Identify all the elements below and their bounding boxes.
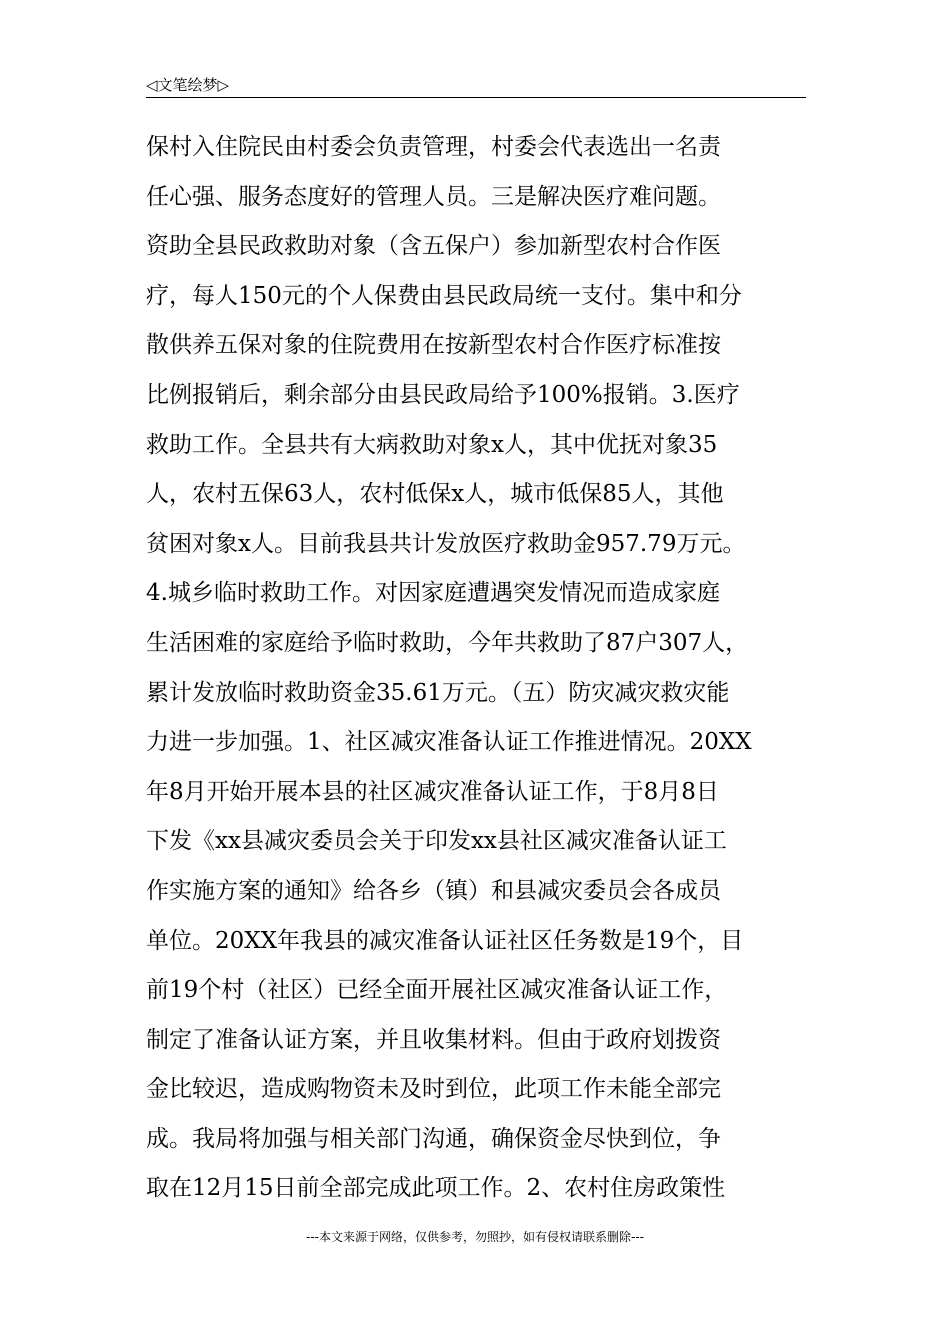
text-line: 散供养五保对象的住院费用在按新型农村合作医疗标准按 — [146, 332, 721, 359]
text-line: 累计发放临时救助资金35.61万元。（五）防灾减灾救灾能 — [146, 679, 730, 706]
text-line: 制定了准备认证方案，并且收集材料。但由于政府划拨资 — [146, 1026, 721, 1053]
text-line: 资助全县民政救助对象（含五保户）参加新型农村合作医 — [146, 233, 721, 260]
text-line: 保村入住院民由村委会负责管理，村委会代表选出一名责 — [146, 134, 721, 160]
text-line: 比例报销后，剩余部分由县民政局给予100%报销。3.医疗 — [146, 381, 740, 408]
text-line: 力进一步加强。1、社区减灾准备认证工作推进情况。20XX — [146, 729, 752, 756]
text-line: 前19个村（社区）已经全面开展社区减灾准备认证工作， — [146, 977, 728, 1004]
page-footer-notice: ---本文来源于网络，仅供参考，勿照抄，如有侵权请联系删除--- — [306, 1230, 644, 1244]
text-line: 下发《xx县减灾委员会关于印发xx县社区减灾准备认证工 — [146, 828, 727, 855]
text-line: 成。我局将加强与相关部门沟通，确保资金尽快到位，争 — [146, 1125, 721, 1152]
text-line: 4.城乡临时救助工作。对因家庭遭遇突发情况而造成家庭 — [146, 580, 720, 607]
text-line: 作实施方案的通知》给各乡（镇）和县减灾委员会各成员 — [146, 877, 721, 904]
text-line: 贫困对象x人。目前我县共计发放医疗救助金957.79万元。 — [146, 530, 746, 557]
text-line: 救助工作。全县共有大病救助对象x人，其中优抚对象35 — [146, 431, 718, 458]
text-line: 取在12月15日前全部完成此项工作。2、农村住房政策性 — [146, 1175, 726, 1202]
text-line: 人，农村五保63人，农村低保x人，城市低保85人，其他 — [146, 481, 724, 508]
text-line: 金比较迟，造成购物资未及时到位，此项工作未能全部完 — [146, 1076, 721, 1103]
text-line: 年8月开始开展本县的社区减灾准备认证工作，于8月8日 — [146, 778, 719, 805]
page-header: ◁文笔绘梦▷ — [146, 76, 230, 94]
text-line: 生活困难的家庭给予临时救助，今年共救助了87户307人， — [146, 629, 749, 656]
text-line: 疗，每人150元的个人保费由县民政局统一支付。集中和分 — [146, 282, 742, 309]
text-line: 任心强、服务态度好的管理人员。三是解决医疗难问题。 — [146, 183, 721, 210]
document-body — [146, 123, 816, 1214]
header-divider — [146, 97, 806, 98]
text-line: 单位。20XX年我县的减灾准备认证社区任务数是19个，目 — [146, 927, 744, 954]
